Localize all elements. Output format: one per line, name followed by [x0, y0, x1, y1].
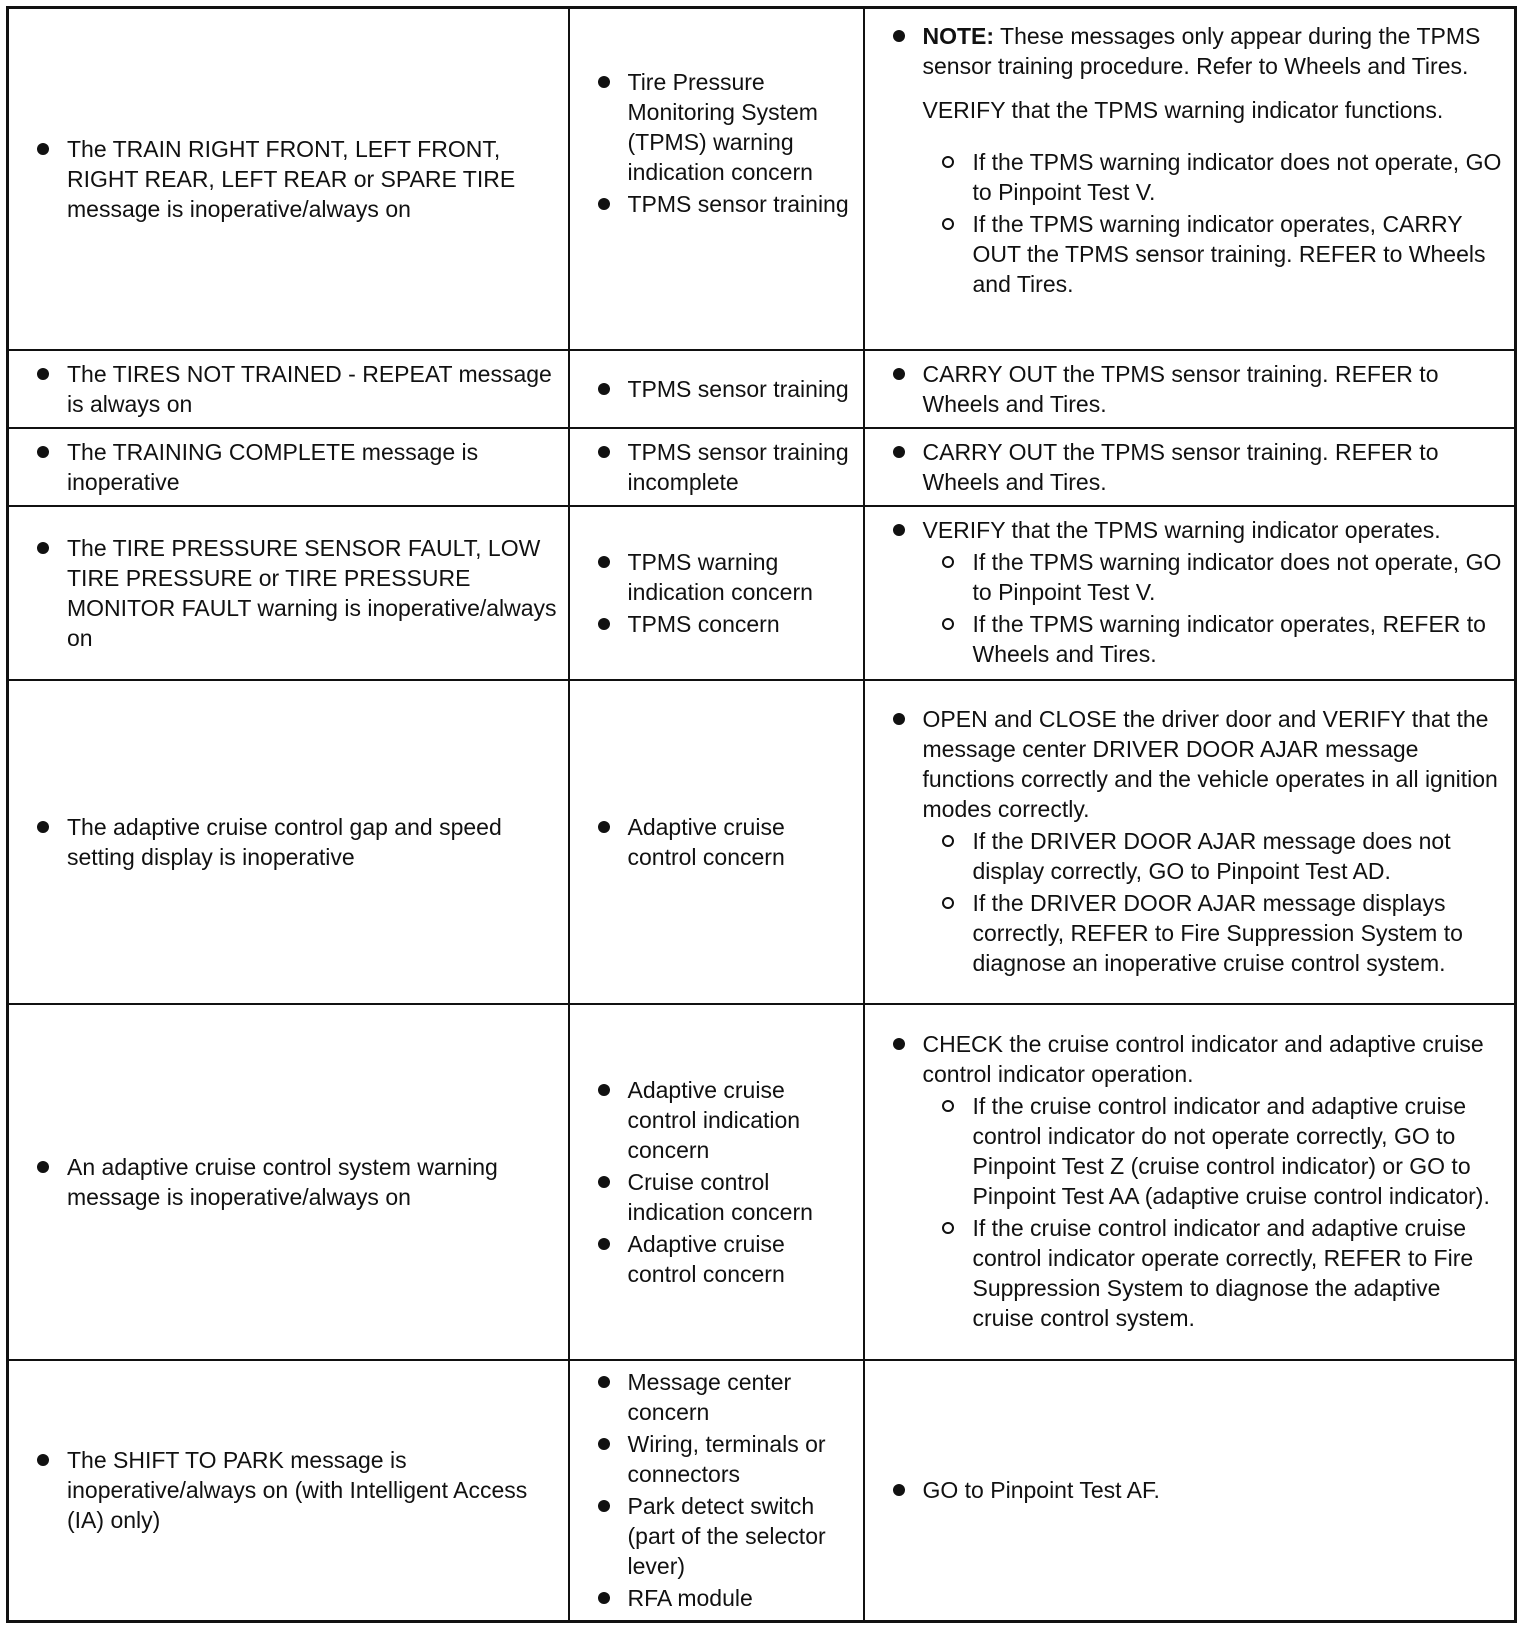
symptom-text: The TIRES NOT TRAINED - REPEAT message is always on: [17, 359, 560, 419]
symptom-cell: [8, 350, 569, 428]
symptom-text: The TIRE PRESSURE SENSOR FAULT, LOW TIRE PRESSURE or TIRE PRESSURE MONITOR FAULT warning is inoperative/always on: [17, 533, 560, 653]
action-text: VERIFY that the TPMS warning indicator functions.: [922, 97, 1444, 123]
table-row: [8, 8, 1516, 350]
symptom-cell: [8, 506, 569, 680]
action-cell: [864, 8, 1516, 350]
table-row: [8, 680, 1516, 1004]
sub-action-item: If the cruise control indicator and adaptive cruise control indicator do not operate correctly, GO to Pinpoint Test Z (cruise control indicator) or GO to Pinpoint Test AA (adaptive cruise control indicator).: [923, 1091, 1507, 1211]
sub-action-item: If the TPMS warning indicator operates, REFER to Wheels and Tires.: [923, 609, 1507, 669]
symptom-text: An adaptive cruise control system warning message is inoperative/always on: [17, 1152, 560, 1212]
cause-cell: [569, 680, 864, 1004]
cause-item: Adaptive cruise control indication concern: [578, 1075, 855, 1165]
symptom-cell: [8, 1004, 569, 1360]
symptom-text: The adaptive cruise control gap and speed setting display is inoperative: [17, 812, 560, 872]
cause-item: TPMS sensor training: [578, 374, 855, 404]
sub-action-item: If the TPMS warning indicator does not operate, GO to Pinpoint Test V.: [923, 147, 1507, 207]
note-label: NOTE:: [922, 23, 995, 49]
action-cell: [864, 350, 1516, 428]
symptom-cell: [8, 1360, 569, 1622]
action-cell: [864, 1360, 1516, 1622]
sub-action-item: If the cruise control indicator and adaptive cruise control indicator operate correctly, REFER to Fire Suppression System to diagnose the adaptive cruise control system.: [923, 1213, 1507, 1333]
action-text: CHECK the cruise control indicator and adaptive cruise control indicator operation.: [922, 1030, 1484, 1087]
table-row: [8, 506, 1516, 680]
action-text: CARRY OUT the TPMS sensor training. REFER to Wheels and Tires.: [873, 437, 1507, 497]
cause-item: TPMS concern: [578, 609, 855, 639]
note-block: [923, 21, 1507, 81]
cause-cell: [569, 506, 864, 680]
cause-cell: [569, 1360, 864, 1622]
symptom-text: The SHIFT TO PARK message is inoperative/always on (with Intelligent Access (IA) only): [17, 1445, 560, 1535]
cause-item: Adaptive cruise control concern: [578, 1229, 855, 1289]
symptom-chart-table: [6, 6, 1517, 1623]
cause-item: Cruise control indication concern: [578, 1167, 855, 1227]
cause-item: Park detect switch (part of the selector lever): [578, 1491, 855, 1581]
action-cell: [864, 428, 1516, 506]
action-text: OPEN and CLOSE the driver door and VERIFY that the message center DRIVER DOOR AJAR message functions correctly and the vehicle operates in all ignition modes correctly.: [922, 705, 1498, 822]
table-row: [8, 1360, 1516, 1622]
symptom-text: The TRAINING COMPLETE message is inoperative: [17, 437, 560, 497]
symptom-cell: [8, 428, 569, 506]
symptom-cell: [8, 8, 569, 350]
action-cell: [864, 1004, 1516, 1360]
table-row: [8, 428, 1516, 506]
sub-action-item: If the DRIVER DOOR AJAR message does not display correctly, GO to Pinpoint Test AD.: [923, 826, 1507, 886]
cause-cell: [569, 8, 864, 350]
cause-item: TPMS sensor training: [578, 189, 855, 219]
action-cell: [864, 506, 1516, 680]
cause-item: RFA module: [578, 1583, 855, 1613]
table-row: [8, 1004, 1516, 1360]
cause-cell: [569, 428, 864, 506]
cause-item: Wiring, terminals or connectors: [578, 1429, 855, 1489]
note-text: These messages only appear during the TPMS sensor training procedure. Refer to Wheels and Tires.: [922, 23, 1481, 79]
cause-cell: [569, 1004, 864, 1360]
action-text: GO to Pinpoint Test AF.: [873, 1475, 1507, 1505]
sub-action-item: If the TPMS warning indicator does not operate, GO to Pinpoint Test V.: [923, 547, 1507, 607]
action-text: VERIFY that the TPMS warning indicator operates.: [922, 516, 1441, 543]
sub-action-item: If the DRIVER DOOR AJAR message displays correctly, REFER to Fire Suppression System to diagnose an inoperative cruise control system.: [923, 888, 1507, 978]
cause-item: TPMS warning indication concern: [578, 547, 855, 607]
cause-item: Tire Pressure Monitoring System (TPMS) warning indication concern: [578, 67, 855, 187]
symptom-text: The TRAIN RIGHT FRONT, LEFT FRONT, RIGHT REAR, LEFT REAR or SPARE TIRE message is inoperative/always on: [17, 134, 560, 224]
action-text: CARRY OUT the TPMS sensor training. REFER to Wheels and Tires.: [873, 359, 1507, 419]
cause-item: Adaptive cruise control concern: [578, 812, 855, 872]
cause-cell: [569, 350, 864, 428]
table-row: [8, 350, 1516, 428]
cause-item: Message center concern: [578, 1367, 855, 1427]
action-cell: [864, 680, 1516, 1004]
cause-item: TPMS sensor training incomplete: [578, 437, 855, 497]
symptom-cell: [8, 680, 569, 1004]
sub-action-item: If the TPMS warning indicator operates, CARRY OUT the TPMS sensor training. REFER to Wheels and Tires.: [923, 209, 1507, 299]
